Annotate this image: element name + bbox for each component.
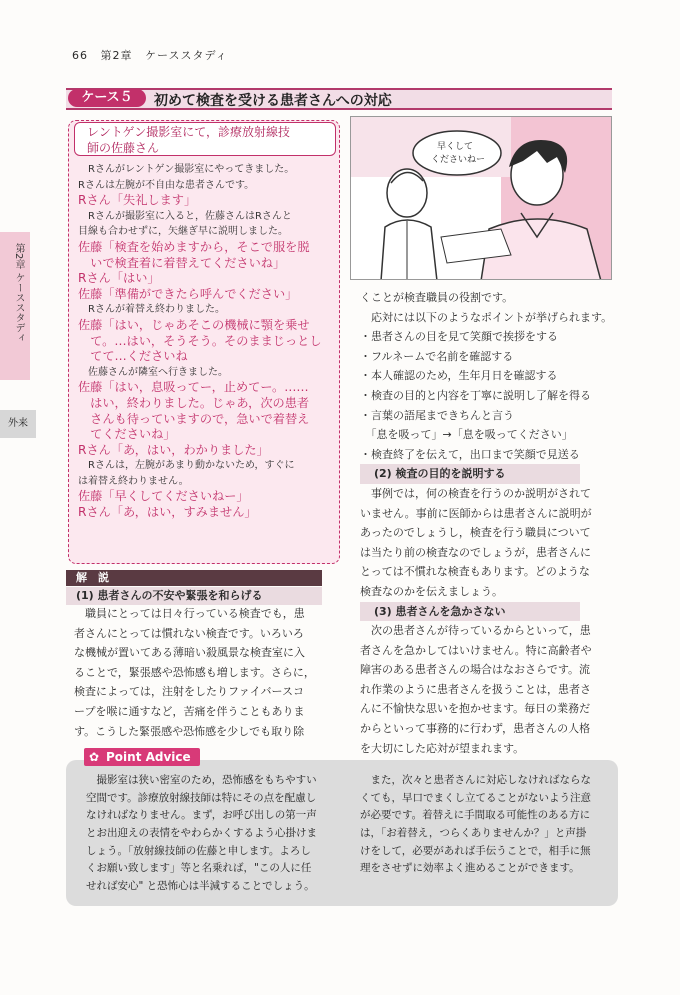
body-line: ・患者さんの目を見て笑顔で挨拶をする: [360, 330, 558, 344]
dialog-speech-line: Rさん「あ，はい，すみません」: [78, 505, 257, 520]
subheading: (3) 患者さんを急かさない: [360, 602, 580, 622]
dialog-narration-line: Rさんが撮影室に入ると，佐藤さんはRさんと: [78, 210, 292, 222]
body-line: ープを喉に通すなど，苦痛を伴うこともありま: [74, 704, 305, 718]
advice-left-column: [86, 772, 344, 896]
body-line: 次の患者さんが待っているからといって，患: [360, 624, 591, 638]
body-line: ・検査終了を伝えて，出口まで笑顔で見送る: [360, 447, 580, 461]
explanation-right-column: [360, 288, 620, 758]
case-title: 初めて検査を受ける患者さんへの対応: [154, 93, 392, 109]
dialog-speech-line: てくださいね」: [78, 427, 176, 442]
advice-line: が必要です。着替えに手間取る可能性のある方に: [360, 809, 591, 822]
point-advice-label-text: Point Advice: [106, 750, 191, 764]
dialog-speech-line: て。…はい，そうそう。そのままじっとし: [78, 333, 322, 348]
subheading: (1) 患者さんの不安や緊張を和らげる: [66, 587, 322, 605]
section-side-tab: 外来: [0, 410, 36, 438]
body-line: あったのでしょうし，検査を行う職員について: [360, 526, 591, 540]
body-line: 者さんを急かしてはいけません。特に高齢者や: [360, 643, 592, 657]
advice-line: くお願い致します」等と名乗れば，"この人に任: [86, 862, 312, 875]
dialog-speech-line: 佐藤「検査を始めますから，そこで服を脱: [78, 239, 310, 254]
dialog-speech-line: Rさん「はい」: [78, 271, 160, 286]
page-number: 66: [72, 49, 88, 62]
advice-line: また，次々と患者さんに対応しなければならな: [360, 774, 591, 786]
point-advice-label: [84, 748, 200, 766]
dialog-speech-line: Rさん「失礼します」: [78, 193, 197, 208]
dialog-narration-line: Rさんは左腕が不自由な患者さんです。: [78, 179, 255, 191]
explanation-left-column: [74, 604, 344, 741]
body-line: とっては不慣れな検査もあります。どのような: [360, 565, 590, 579]
illustration: [350, 116, 612, 280]
dialog-speech-line: 佐藤「早くしてくださいねー」: [78, 489, 249, 504]
section-header: 解 説: [66, 570, 322, 586]
body-line: な機械が置いてある薄暗い殺風景な検査室に入: [74, 646, 305, 660]
dialog-speech-line: 佐藤「はい，息吸ってー，止めてー。……: [78, 380, 309, 395]
body-line: 者さんにとっては慣れない検査です。いろいろ: [74, 626, 304, 640]
advice-right-column: [360, 772, 618, 878]
running-header: [72, 47, 236, 63]
dialog-narration-line: 佐藤さんが隣室へ行きました。: [78, 366, 228, 378]
dialog-speech-line: Rさん「あ，はい，わかりました」: [78, 442, 269, 457]
dialog-speech-line: はい，終わりました。じゃあ，次の患者: [78, 395, 310, 410]
body-line: ・本人確認のため，生年月日を確認する: [360, 369, 558, 383]
dialog-speech-line: 佐藤「準備ができたら呼んでください」: [78, 286, 298, 301]
dialog-speech-line: いで検査着に着替えてくださいね」: [78, 255, 286, 270]
body-line: 職員にとっては日々行っている検査でも，患: [74, 607, 305, 620]
body-line: 応対には以下のようなポイントが挙げられます。: [360, 310, 613, 324]
body-line: は当たり前の検査なのでしょうが，患者さんに: [360, 545, 591, 559]
chapter-title: ケーススタディ: [145, 49, 228, 62]
body-line: ・フルネームで名前を確認する: [360, 349, 514, 363]
advice-line: なければなりません。まず，お呼び出しの第一声: [86, 809, 317, 822]
advice-line: 撮影室は狭い密室のため，恐怖感をもちやすい: [86, 774, 317, 786]
body-line: れ作業のように患者さんを扱うことは，患者さ: [360, 682, 591, 696]
dialog-speech-line: 佐藤「はい，じゃあそこの機械に顎を乗せ: [78, 317, 310, 332]
body-line: くことが検査職員の役割です。: [360, 291, 514, 304]
dialog-narration-line: は着替え終わりません。: [78, 475, 189, 487]
dialog-narration-line: Rさんがレントゲン撮影室にやってきました。: [78, 164, 295, 175]
body-line: んに不愉快な思いを抱かせます。毎日の業務だ: [360, 702, 591, 716]
advice-line: しょう。「放射線技師の佐藤と申します。よろし: [86, 844, 311, 857]
body-line: を大切にした応対が望まれます。: [360, 741, 525, 755]
scene-title-line: 師の佐藤さん: [87, 141, 160, 155]
body-line: ・言葉の語尾まできちんと言う: [360, 408, 514, 422]
dialog-narration-line: 目線も合わせずに，矢継ぎ早に説明しました。: [78, 226, 288, 238]
body-line: からといって事務的に行わず，患者さんの人格: [360, 722, 591, 736]
body-line: す。こうした緊張感や恐怖感を少しでも取り除: [74, 724, 305, 738]
dialog-narration-line: Rさんは，左腕があまり動かないため，すぐに: [78, 460, 295, 472]
case-label: ケース５: [68, 89, 146, 107]
dialog-speech-line: てて…くださいね: [78, 349, 188, 364]
scene-title-line: レントゲン撮影室にて，診療放射線技: [87, 125, 290, 139]
chapter-side-label: 第2章 ケーススタディ: [13, 243, 24, 343]
advice-line: くても，早口でまくし立てることがないよう注意: [360, 791, 591, 804]
chapter-number: 第2章: [100, 49, 133, 62]
body-line: いません。事前に医師からは患者さんに説明が: [360, 506, 592, 520]
body-line: ることで，緊張感や恐怖感も増します。さらに，: [74, 665, 315, 679]
bubble-line: くださいねー: [431, 155, 486, 165]
scene-title: [74, 122, 336, 156]
advice-line: 理をさせずに効率よく進めることができます。: [360, 862, 580, 875]
advice-line: とお出迎えの表情をやわらかくするよう心掛けま: [86, 827, 317, 840]
subheading: (2) 検査の目的を説明する: [360, 464, 580, 484]
illustration-drawing: [351, 117, 612, 280]
advice-line: は，「お着替え，つらくありませんか？」と声掛: [360, 827, 587, 840]
bubble-line: 早くして: [437, 142, 474, 152]
advice-line: せれば安心" と恐怖心は半減することでしょう。: [86, 880, 315, 893]
body-line: 検査なのかを伝えましょう。: [360, 584, 503, 598]
flower-icon: ✿: [89, 750, 100, 764]
body-line: ・検査の目的と内容を丁寧に説明し了解を得る: [360, 388, 591, 402]
body-line: 障害のある患者さんの場合はなおさらです。流: [360, 663, 591, 677]
dialog-list: [78, 162, 336, 521]
body-line: 事例では，何の検査を行うのか説明がされて: [360, 486, 591, 500]
body-line: 検査によっては，注射をしたりファイバースコ: [74, 685, 305, 699]
advice-line: 空間です。診療放射線技師は特にその点を配慮し: [86, 791, 317, 804]
dialog-narration-line: Rさんが着替え終わりました。: [78, 304, 225, 316]
body-line: 「息を吸って」→「息を吸ってください」: [360, 428, 573, 442]
advice-line: けをして，必要があれば手伝うことで，相手に無: [360, 844, 591, 857]
dialog-speech-line: さんも待っていますので，急いで着替え: [78, 411, 310, 426]
